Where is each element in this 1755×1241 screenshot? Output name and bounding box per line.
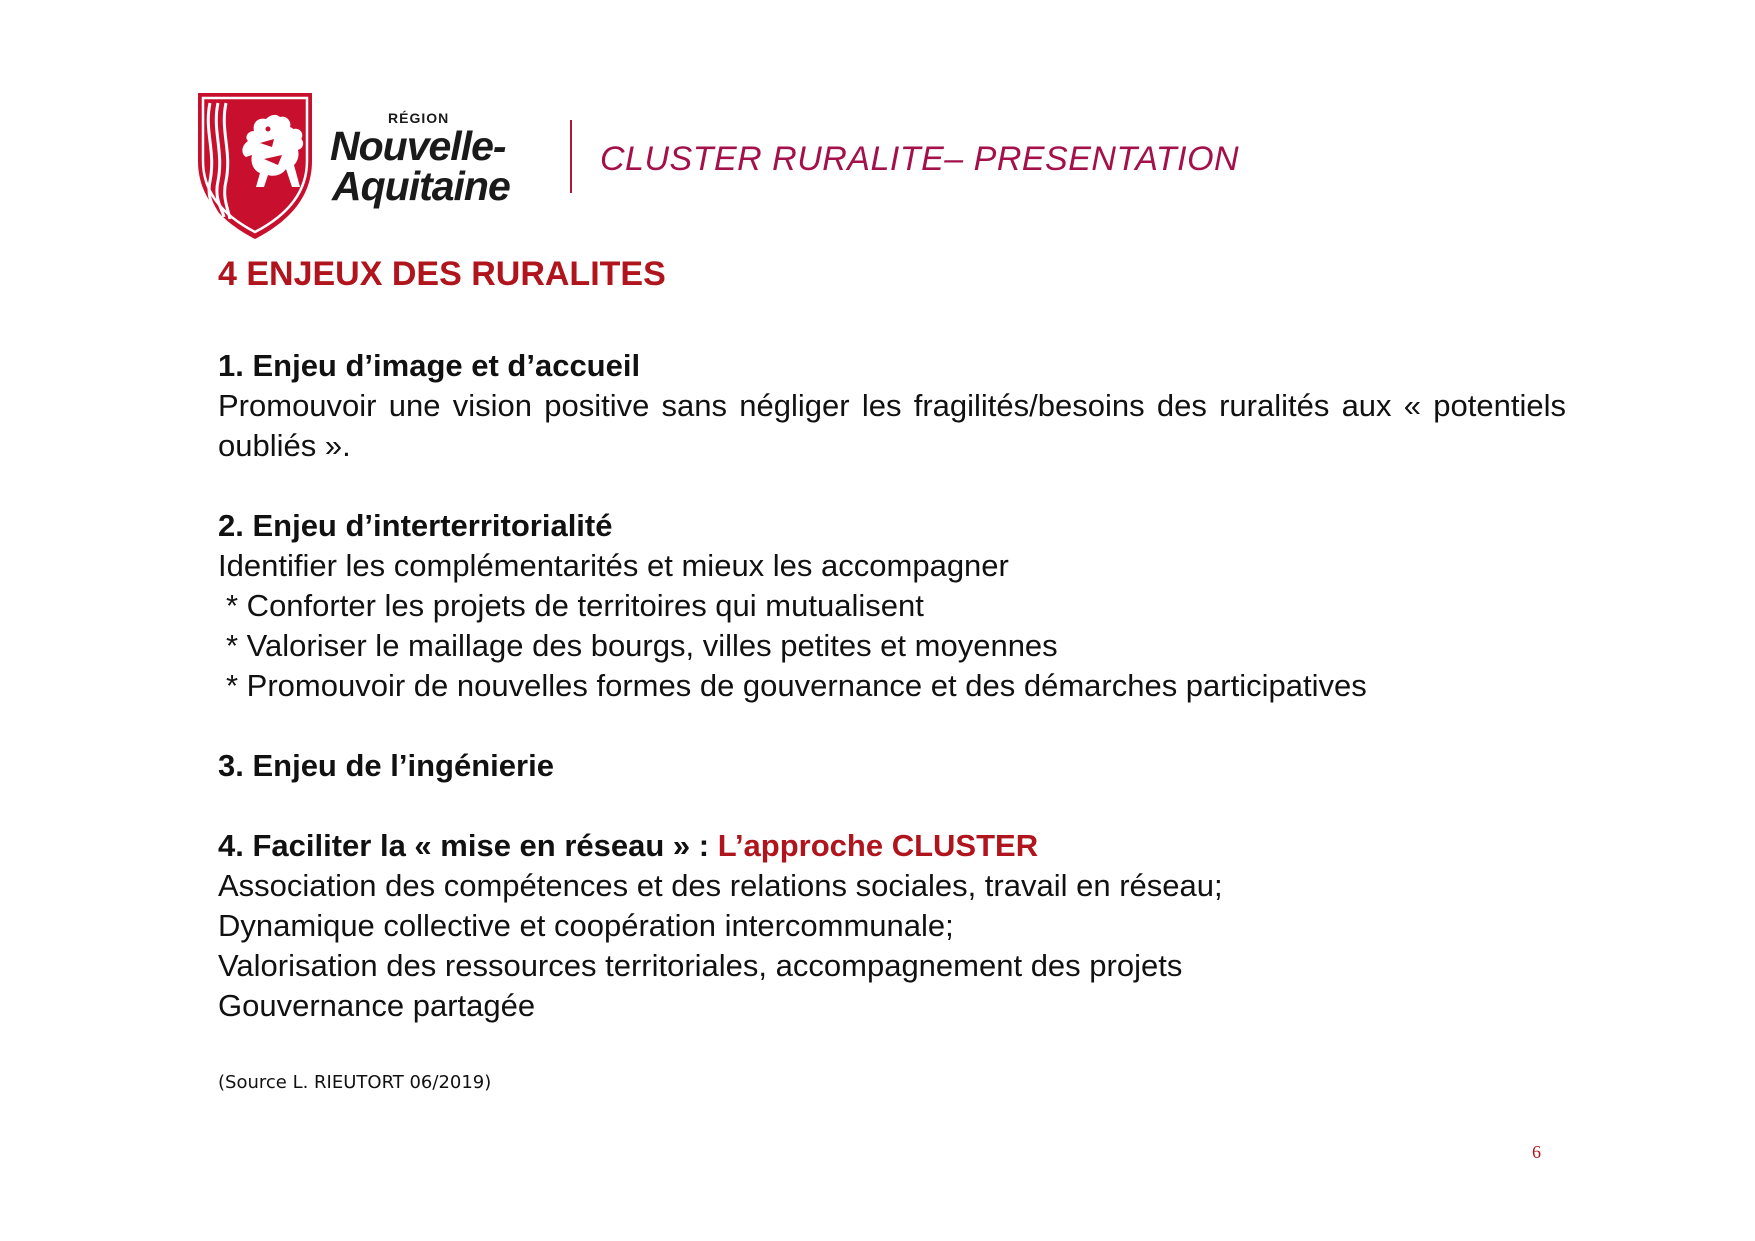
- enjeu-4-line: Association des compétences et des relations sociales, travail en réseau;: [218, 868, 1223, 903]
- enjeu-4-line: Gouvernance partagée: [218, 988, 536, 1023]
- enjeu-1-title: 1. Enjeu d’image et d’accueil: [218, 348, 641, 383]
- enjeu-2-bullet: * Promouvoir de nouvelles formes de gouvernance et des démarches participatives: [226, 668, 1367, 703]
- enjeu-3-title: 3. Enjeu de l’ingénierie: [218, 748, 554, 783]
- enjeu-1-text: Promouvoir une vision positive sans négliger les fragilités/besoins des ruralités aux « potentiels oubliés ».: [218, 388, 1566, 463]
- enjeu-2-title: 2. Enjeu d’interterritorialité: [218, 508, 613, 543]
- source-citation: (Source L. RIEUTORT 06/2019): [218, 1072, 492, 1093]
- enjeu-4-title-text: 4. Faciliter la « mise en réseau » :: [218, 828, 718, 863]
- page-number: 6: [1532, 1142, 1541, 1162]
- region-logo-text: [330, 110, 530, 209]
- header-title: CLUSTER RURALITE– PRESENTATION: [600, 140, 1240, 178]
- logo-name-line2: Aquitaine: [332, 163, 510, 209]
- logo-name-line1: Nouvelle-: [330, 123, 506, 169]
- enjeu-2-bullet: * Valoriser le maillage des bourgs, villes petites et moyennes: [226, 628, 1058, 663]
- enjeu-4-line: Dynamique collective et coopération intercommunale;: [218, 908, 954, 943]
- enjeu-4-title-highlight: L’approche CLUSTER: [717, 828, 1039, 863]
- logo-region-label: RÉGION: [388, 110, 450, 126]
- main-heading: 4 ENJEUX DES RURALITES: [218, 255, 666, 293]
- enjeu-2-text: Identifier les complémentarités et mieux les accompagner: [218, 548, 1009, 583]
- header-divider: [570, 120, 572, 193]
- enjeu-4-title: [218, 826, 1566, 866]
- region-shield-logo: [194, 91, 316, 241]
- enjeu-4-line: Valorisation des ressources territoriales, accompagnement des projets: [218, 948, 1183, 983]
- slide-content: [218, 252, 1566, 1026]
- enjeu-2-bullet: * Conforter les projets de territoires qui mutualisent: [226, 588, 924, 623]
